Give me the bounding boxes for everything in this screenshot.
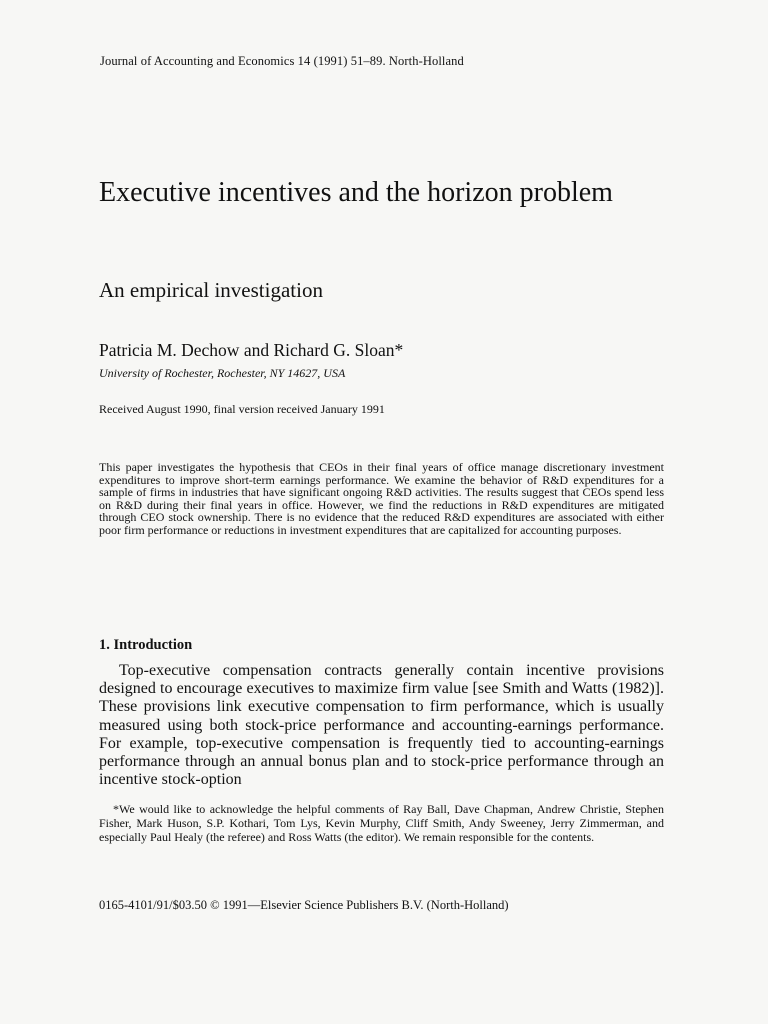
copyright-line: 0165-4101/91/$03.50 © 1991—Elsevier Science Publishers B.V. (North-Holland) [99, 898, 509, 912]
article-subtitle: An empirical investigation [99, 278, 323, 302]
author-list: Patricia M. Dechow and Richard G. Sloan* [99, 340, 404, 360]
abstract: This paper investigates the hypothesis that CEOs in their final years of office manage discretionary investment expenditures to improve short-term earnings performance. We examine the behavior of R&D expenditures for a sample of firms in industries that have significant ongoing R&D activities. The results suggest that CEOs spend less on R&D during their final years in office. However, we find the reductions in R&D expenditures are mitigated through CEO stock ownership. There is no evidence that the reduced R&D expenditures are associated with either poor firm performance or reductions in investment expenditures that are capitalized for accounting purposes. [99, 460, 664, 537]
article-title: Executive incentives and the horizon problem [99, 177, 613, 208]
author-affiliation: University of Rochester, Rochester, NY 14627, USA [99, 366, 346, 380]
introduction-paragraph: Top-executive compensation contracts generally contain incentive provisions designed to encourage executives to maximize firm value [see Smith and Watts (1982)]. These provisions link executive compensation to firm performance, which is usually measured using both stock-price performance and accounting-earnings performance. For example, top-executive compensation is frequently tied to accounting-earnings performance through an annual bonus plan and to stock-price performance through an incentive stock-option [99, 662, 664, 789]
section-heading: 1. Introduction [99, 637, 193, 653]
journal-citation: Journal of Accounting and Economics 14 (1991) 51–89. North-Holland [100, 54, 464, 68]
acknowledgement-footnote: *We would like to acknowledge the helpful comments of Ray Ball, Dave Chapman, Andrew Christie, Stephen Fisher, Mark Huson, S.P. Kothari, Tom Lys, Kevin Murphy, Cliff Smith, Andy Sweeney, Jerry Zimmerman, and especially Paul Healy (the referee) and Ross Watts (the editor). We remain responsible for the contents. [99, 802, 664, 844]
received-dates: Received August 1990, final version received January 1991 [99, 402, 385, 416]
